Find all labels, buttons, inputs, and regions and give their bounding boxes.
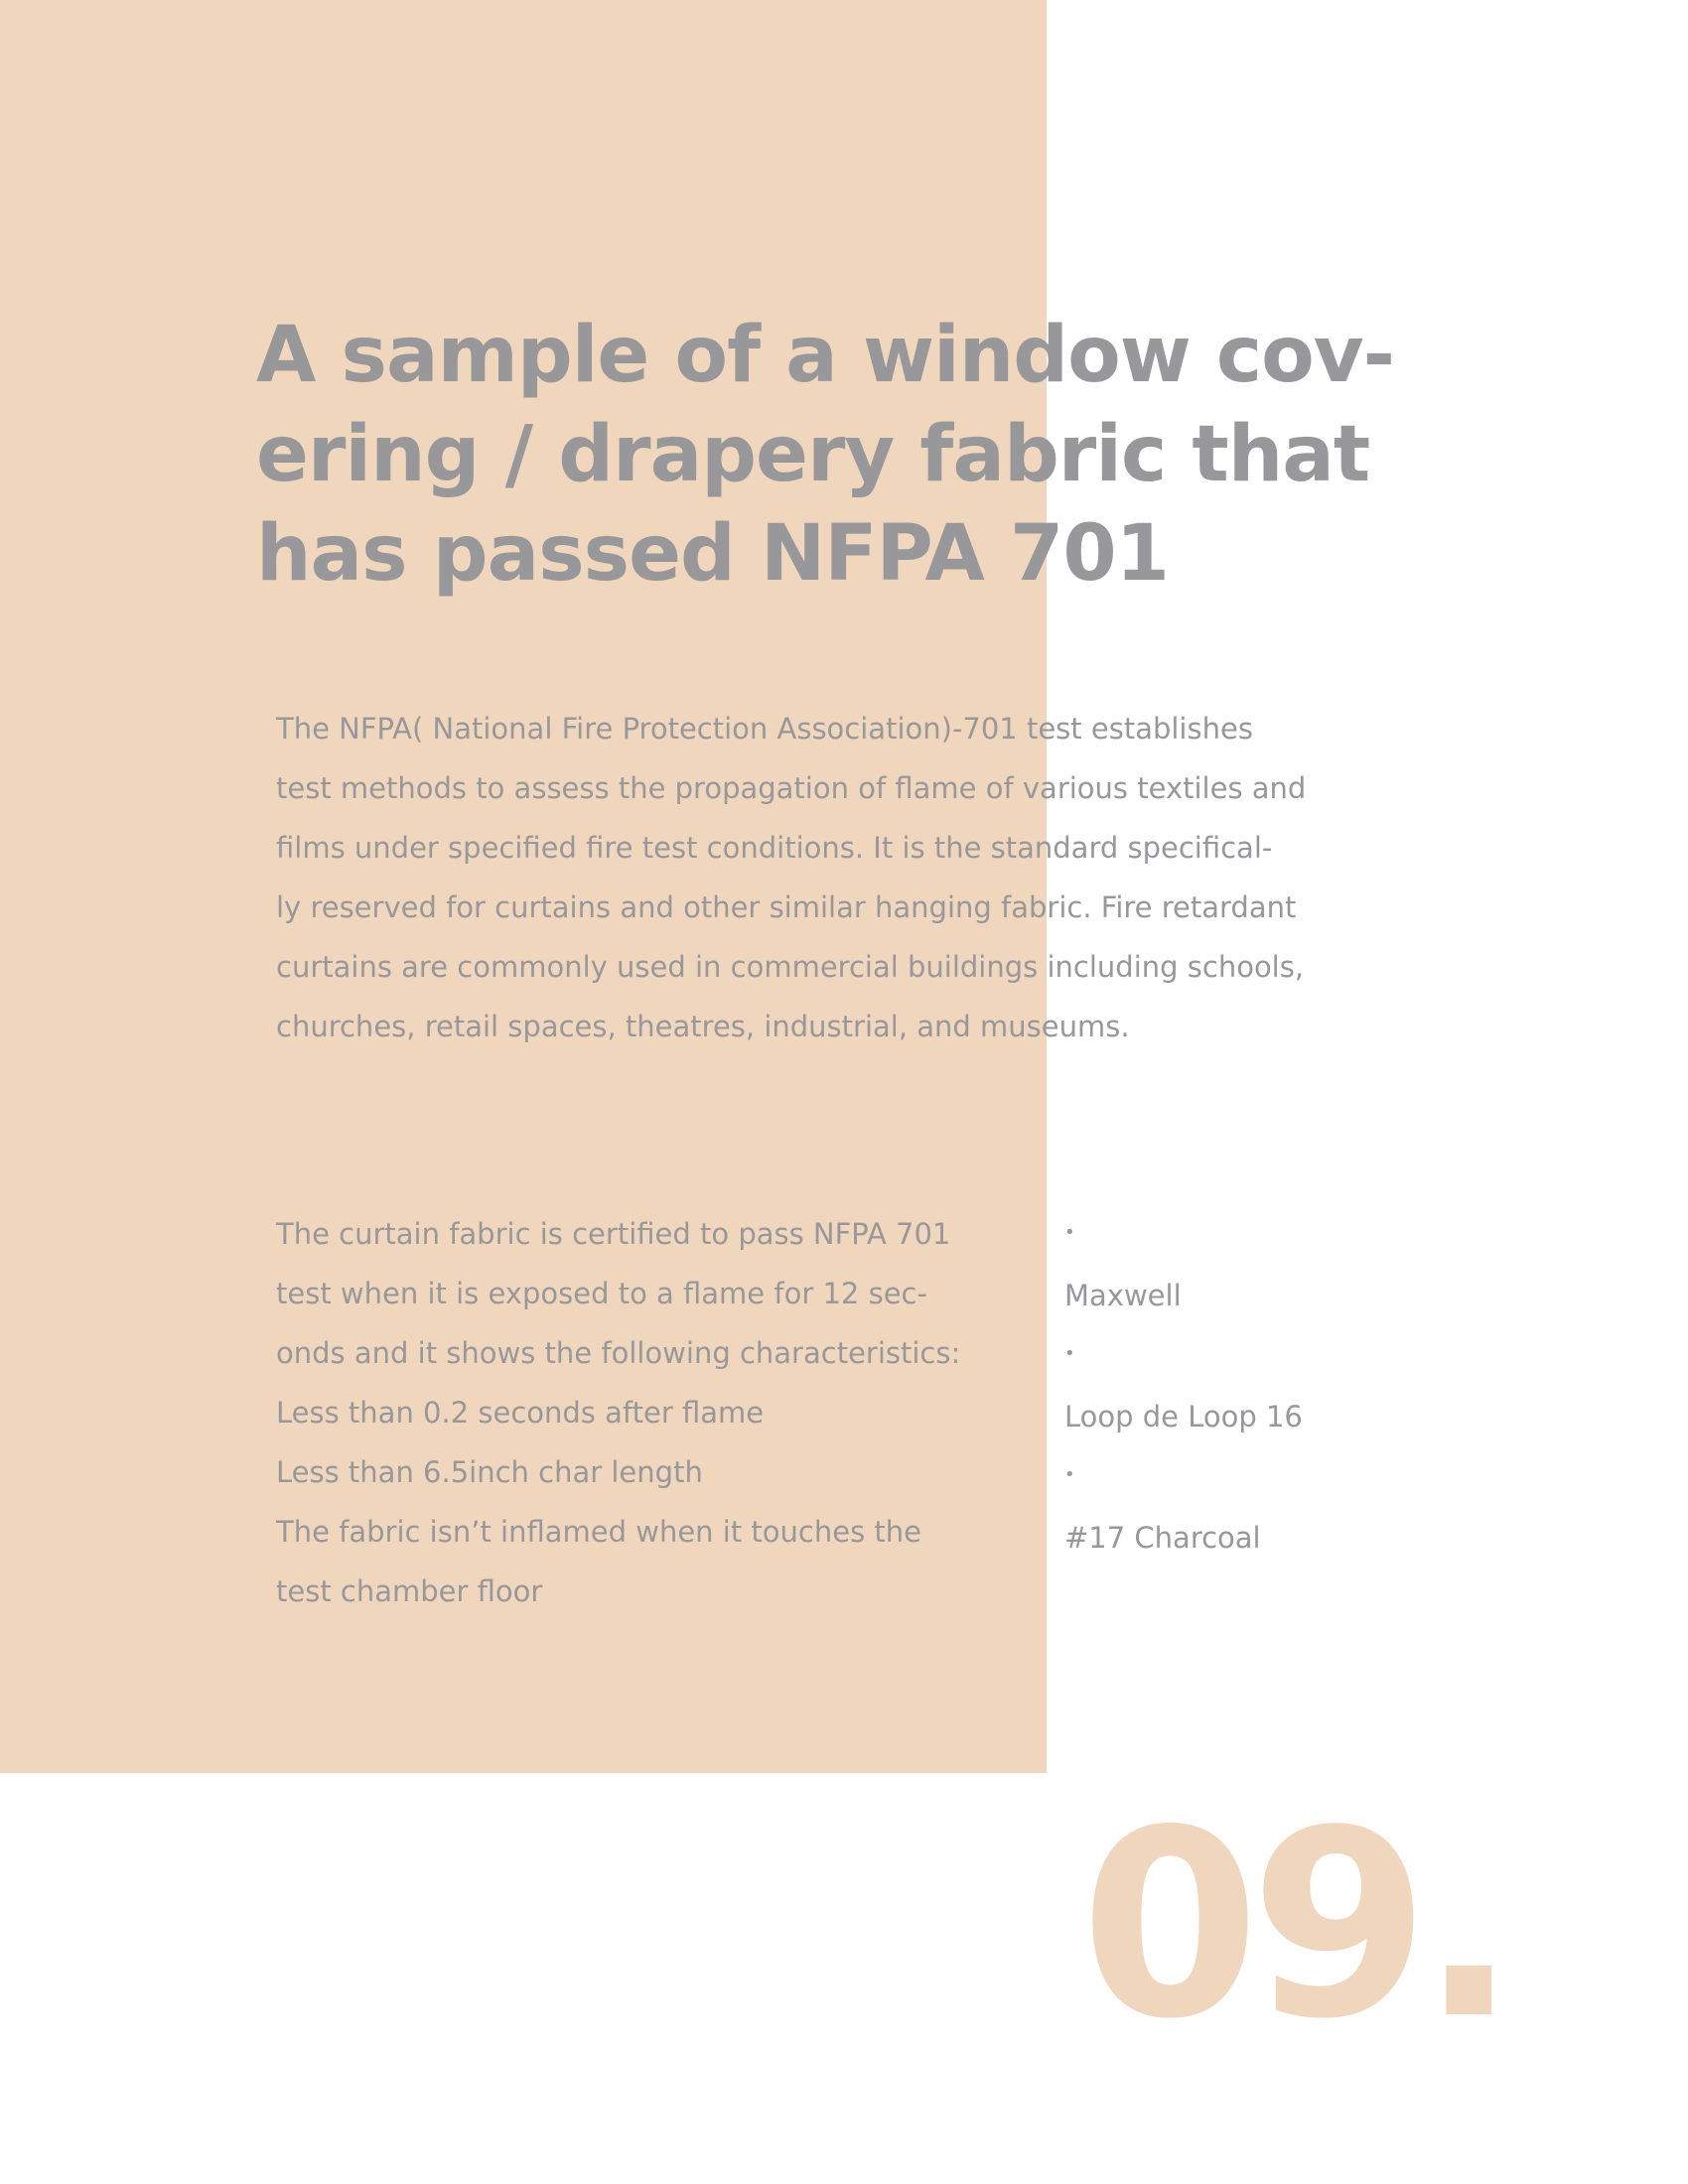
- criteria-line: The curtain fabric is certified to pass NFPA 701: [276, 1217, 951, 1251]
- page-number: 09.: [1080, 1776, 1508, 2076]
- criteria-paragraph: [276, 1204, 960, 1621]
- intro-line: The NFPA( National Fire Protection Association)-701 test establishes: [276, 712, 1253, 746]
- title-line: has passed NFPA 701: [256, 509, 1169, 599]
- product-name: Loop de Loop 16: [1064, 1400, 1303, 1433]
- product-name: #17 Charcoal: [1064, 1521, 1261, 1555]
- criteria-line: onds and it shows the following characteristics:: [276, 1336, 961, 1370]
- product-name: Maxwell: [1064, 1279, 1182, 1312]
- title-line: ering / drapery fabric that: [256, 410, 1370, 499]
- criteria-line: test chamber floor: [276, 1574, 543, 1608]
- intro-line: test methods to assess the propagation of flame of various textiles and: [276, 771, 1307, 805]
- product-list: [1064, 1204, 1303, 1568]
- criteria-line: Less than 0.2 seconds after flame: [276, 1396, 765, 1430]
- title-line: A sample of a window cov-: [256, 311, 1394, 400]
- intro-line: churches, retail spaces, theatres, industrial, and museums.: [276, 1010, 1130, 1043]
- criteria-line: Less than 6.5inch char length: [276, 1455, 703, 1489]
- bullet-icon: •: [1064, 1343, 1075, 1364]
- intro-line: films under specified fire test conditions. It is the standard specifical-: [276, 831, 1273, 865]
- intro-paragraph: [276, 699, 1306, 1056]
- bullet-icon: •: [1064, 1464, 1075, 1485]
- criteria-line: The fabric isn’t inflamed when it touches the: [276, 1515, 921, 1549]
- product-item: [1064, 1325, 1303, 1446]
- criteria-line: test when it is exposed to a flame for 12 sec-: [276, 1277, 927, 1310]
- page-title: [256, 306, 1448, 604]
- intro-line: curtains are commonly used in commercial buildings including schools,: [276, 950, 1305, 984]
- bullet-icon: •: [1064, 1222, 1075, 1243]
- intro-line: ly reserved for curtains and other similar hanging fabric. Fire retardant: [276, 890, 1297, 924]
- product-item: [1064, 1204, 1303, 1325]
- product-item: [1064, 1446, 1303, 1568]
